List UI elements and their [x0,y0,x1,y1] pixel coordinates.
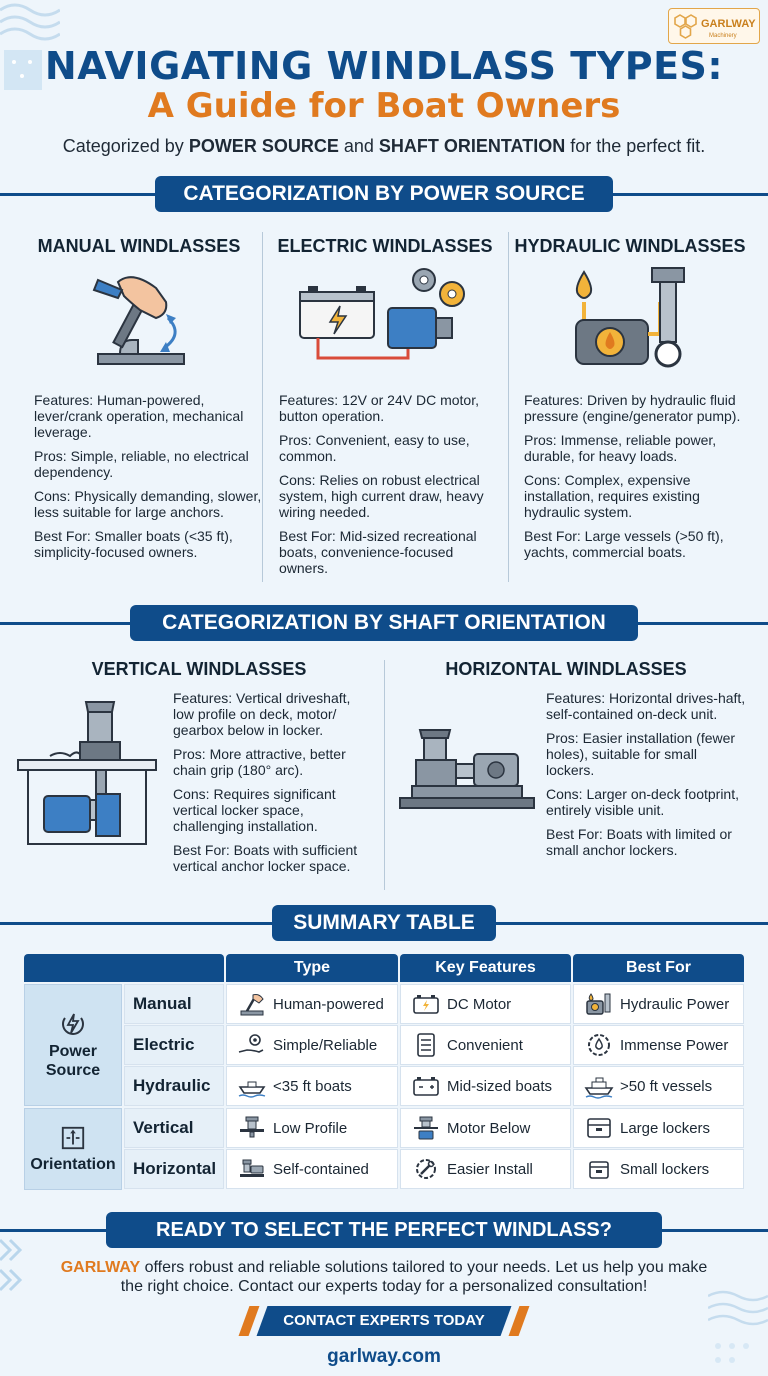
manual-pros: Pros: Simple, reliable, no electrical dependency. [34,448,249,480]
table-row-label: Manual [124,984,224,1024]
manual-windlass-title: MANUAL WINDLASSES [37,236,241,256]
page-title: NAVIGATING WINDLASS TYPES: [44,44,724,88]
table-cell [400,1149,571,1189]
small-boat-icon [237,1073,267,1099]
cell-text: DC Motor [447,995,512,1013]
table-cell [573,1108,744,1148]
website-link[interactable]: garlway.com [327,1346,441,1367]
cell-text: Low Profile [273,1119,348,1137]
table-group-power-source [24,984,122,1106]
table-cell [400,984,571,1024]
vertical-winch-icon [237,1115,267,1141]
vertical-windlass-details [173,690,373,882]
table-row-label: Hydraulic [124,1066,224,1106]
horizontal-windlass-icon [398,726,538,812]
cell-text: Simple/Reliable [273,1036,378,1054]
hydraulic-features: Features: Driven by hydraulic fluid pressure (engine/generator pump). [524,392,741,424]
cell-text: Easier Install [447,1160,533,1178]
section-banner-summary: SUMMARY TABLE [272,905,496,941]
table-cell [400,1025,571,1065]
hand-lever-icon [80,262,200,374]
electric-pros: Pros: Convenient, easy to use, common. [279,432,470,464]
gear-hand-icon [237,1032,267,1058]
cell-text: <35 ft boats [273,1077,352,1095]
logo-tagline: Machinery [709,33,737,39]
horizontal-winch-icon [237,1156,267,1182]
vertical-cons: Cons: Requires significant vertical locker space, challenging installation. [173,786,336,834]
electric-features: Features: 12V or 24V DC motor, button operation. [279,392,479,424]
vertical-windlass-icon [16,684,158,858]
page-subtitle: Categorized by POWER SOURCE and SHAFT ORIENTATION for the perfect fit. [62,136,706,156]
manual-cons: Cons: Physically demanding, slower, less suitable for large anchors. [34,488,262,520]
section-banner-power: CATEGORIZATION BY POWER SOURCE [155,176,613,212]
battery-motor-icon [296,264,476,374]
cell-text: >50 ft vessels [620,1077,713,1095]
cell-text: Motor Below [447,1119,531,1137]
horizontal-windlass-title: HORIZONTAL WINDLASSES [445,659,687,679]
locker-icon [584,1115,614,1141]
manual-best-for: Best For: Smaller boats (<35 ft), simplicity-focused owners. [34,528,233,560]
column-divider [262,232,263,582]
vertical-windlass-title: VERTICAL WINDLASSES [91,659,307,679]
table-cell [400,1108,571,1148]
manual-windlass-details [34,392,262,568]
cta-brand: GARLWAY [60,1259,141,1276]
table-row-label: Vertical [124,1108,224,1148]
horizontal-windlass-details [546,690,746,866]
contact-experts-button-label: CONTACT EXPERTS TODAY [283,1312,485,1329]
table-cell [226,1025,398,1065]
table-cell [573,1025,744,1065]
cell-text: Self-contained [273,1160,369,1178]
cta-description [60,1258,708,1296]
horizontal-features: Features: Horizontal drives-haft, self-contained on-deck unit. [546,690,746,722]
motor-below-icon [411,1115,441,1141]
group-label-line2: Source [45,1062,101,1079]
battery-icon [411,1073,441,1099]
cell-text: Small lockers [620,1160,710,1178]
group-label-line1: Orientation [30,1155,116,1173]
contact-experts-button[interactable] [244,1306,524,1336]
column-divider [508,232,509,582]
hexagon-logo-icon [673,14,699,40]
electric-windlass-title: ELECTRIC WINDLASSES [277,236,493,256]
hydraulic-pump-icon [568,262,692,376]
power-icon [59,1010,87,1038]
cell-text: Convenient [447,1036,523,1054]
hydraulic-pros: Pros: Immense, reliable power, durable, for heavy loads. [524,432,717,464]
table-header-type: Type [226,954,398,982]
hydraulic-best-for: Best For: Large vessels (>50 ft), yachts, commercial boats. [524,528,724,560]
table-cell [226,1108,398,1148]
table-cell [400,1066,571,1106]
hydraulic-cons: Cons: Complex, expensive installation, requires existing hydraulic system. [524,472,700,520]
locker-icon [584,1156,614,1182]
gear-drop-icon [584,1032,614,1058]
cell-text: Large lockers [620,1119,711,1137]
table-row-label: Electric [124,1025,224,1065]
logo-brand-text: GARLWAY [701,18,756,30]
battery-icon [411,991,441,1017]
wave-decoration [0,1230,40,1300]
column-divider [384,660,385,890]
hydraulic-unit-icon [584,991,614,1017]
electric-best-for: Best For: Mid-sized recreational boats, convenience-focused owners. [279,528,477,576]
electric-cons: Cons: Relies on robust electrical system, high current draw, heavy wiring needed. [279,472,484,520]
vertical-best-for: Best For: Boats with sufficient vertical anchor locker space. [173,842,358,874]
cell-text: Hydraulic Power [620,995,730,1013]
checklist-icon [411,1032,441,1058]
vertical-pros: Pros: More attractive, better chain grip (180° arc). [173,746,346,778]
group-label-line1: Power [48,1043,97,1060]
horizontal-cons: Cons: Larger on-deck footprint, entirely visible unit. [546,786,739,818]
brand-logo[interactable] [668,8,760,44]
wrench-gear-icon [411,1156,441,1182]
section-banner-shaft: CATEGORIZATION BY SHAFT ORIENTATION [130,605,638,641]
table-cell [573,984,744,1024]
horizontal-best-for: Best For: Boats with limited or small anchor lockers. [546,826,732,858]
table-header-blank [24,954,224,982]
manual-features: Features: Human-powered, lever/crank operation, mechanical leverage. [34,392,244,440]
electric-windlass-details [279,392,501,584]
hydraulic-windlass-details [524,392,752,568]
table-cell [226,984,398,1024]
cta-body: offers robust and reliable solutions tailored to your needs. Let us help you make the right choice. Contact our experts today for a personalized consultation! [120,1259,708,1295]
large-boat-icon [584,1073,614,1099]
orientation-icon [60,1125,86,1151]
page-subtitle-title: A Guide for Boat Owners [147,86,621,126]
table-row-label: Horizontal [124,1149,224,1189]
cell-text: Immense Power [620,1036,729,1054]
table-header-key-features: Key Features [400,954,571,982]
table-cell [226,1066,398,1106]
cell-text: Human-powered [273,995,384,1013]
table-cell [226,1149,398,1189]
cell-text: Mid-sized boats [447,1077,553,1095]
table-cell [573,1066,744,1106]
table-header-best-for: Best For [573,954,744,982]
vertical-features: Features: Vertical driveshaft, low profile on deck, motor/ gearbox below in locker. [173,690,351,738]
table-group-orientation [24,1108,122,1190]
table-cell [573,1149,744,1189]
cta-banner: READY TO SELECT THE PERFECT WINDLASS? [106,1212,662,1248]
hydraulic-windlass-title: HYDRAULIC WINDLASSES [514,236,746,256]
hand-crank-icon [237,991,267,1017]
horizontal-pros: Pros: Easier installation (fewer holes), suitable for small lockers. [546,730,736,778]
